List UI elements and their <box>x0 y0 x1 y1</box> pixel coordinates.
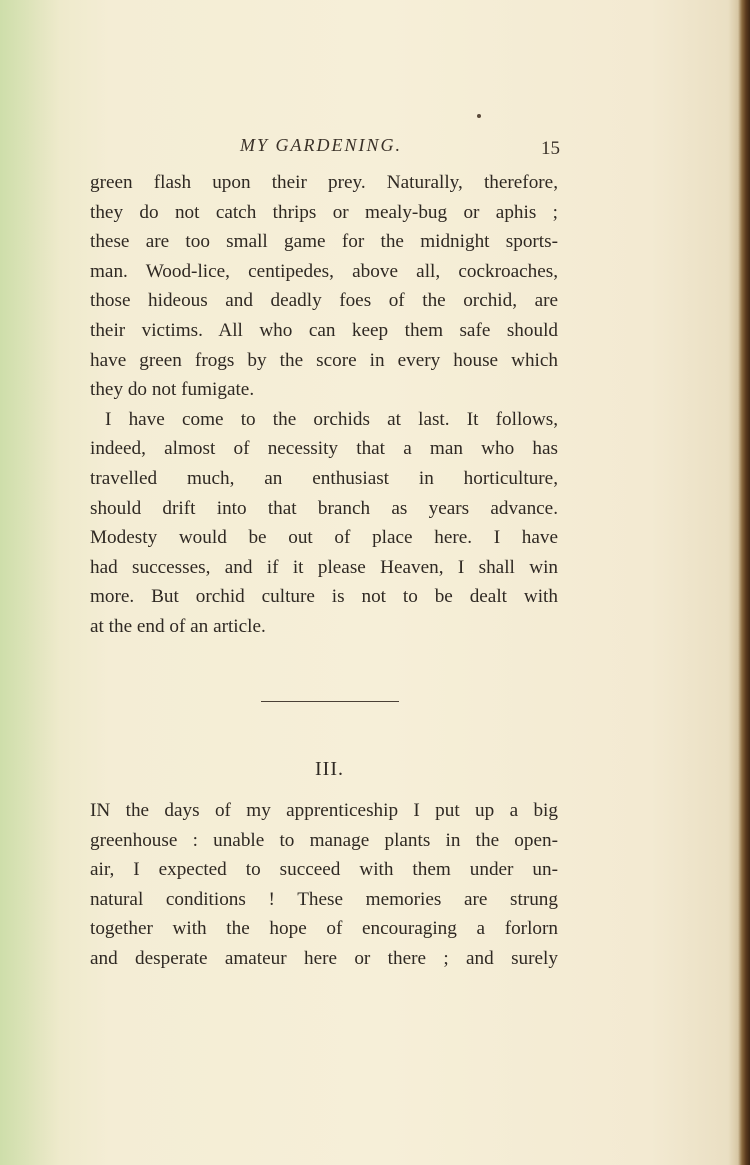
text-line: they do not fumigate. <box>90 379 255 401</box>
body-text-block-1 <box>90 168 558 642</box>
text-line: man. Wood-lice, centipedes, above all, cockroaches, <box>90 260 558 282</box>
text-line: and desperate amateur here or there ; and surely <box>90 947 558 969</box>
text-line: indeed, almost of necessity that a man who has <box>90 438 558 460</box>
text-line: air, I expected to succeed with them under un- <box>90 859 558 881</box>
text-line: these are too small game for the midnight sports- <box>90 231 558 253</box>
section-heading: III. <box>315 758 344 780</box>
text-line: green flash upon their prey. Naturally, therefore, <box>90 172 558 193</box>
body-text-block-2 <box>90 796 558 974</box>
opening-word: IN <box>90 800 111 821</box>
text-line: together with the hope of encouraging a forlorn <box>90 918 558 940</box>
text-line: more. But orchid culture is not to be dealt with <box>90 586 558 608</box>
text-line: Modesty would be out of place here. I have <box>90 527 558 549</box>
text-line: should drift into that branch as years advance. <box>90 497 558 519</box>
page-number: 15 <box>541 138 560 159</box>
text-line: had successes, and if it please Heaven, I shall win <box>90 556 558 578</box>
paragraph-start-line <box>90 796 558 826</box>
ink-speck <box>477 114 481 118</box>
text-line: have green frogs by the score in every house which <box>90 349 558 371</box>
paragraph-start-line: I have come to the orchids at last. It follows, <box>105 408 558 430</box>
text-line: natural conditions ! These memories are strung <box>90 888 558 910</box>
text-line: their victims. All who can keep them safe should <box>90 319 558 341</box>
text-line: travelled much, an enthusiast in horticulture, <box>90 467 558 489</box>
text-line: at the end of an article. <box>90 615 266 637</box>
text-line-fragment: the days of my apprenticeship I put up a big <box>110 800 558 821</box>
section-divider-rule <box>261 701 399 702</box>
running-title: MY GARDENING. <box>240 135 402 155</box>
text-line: they do not catch thrips or mealy-bug or aphis ; <box>90 201 558 223</box>
text-line: those hideous and deadly foes of the orchid, are <box>90 290 558 312</box>
text-line: greenhouse : unable to manage plants in the open- <box>90 829 558 851</box>
